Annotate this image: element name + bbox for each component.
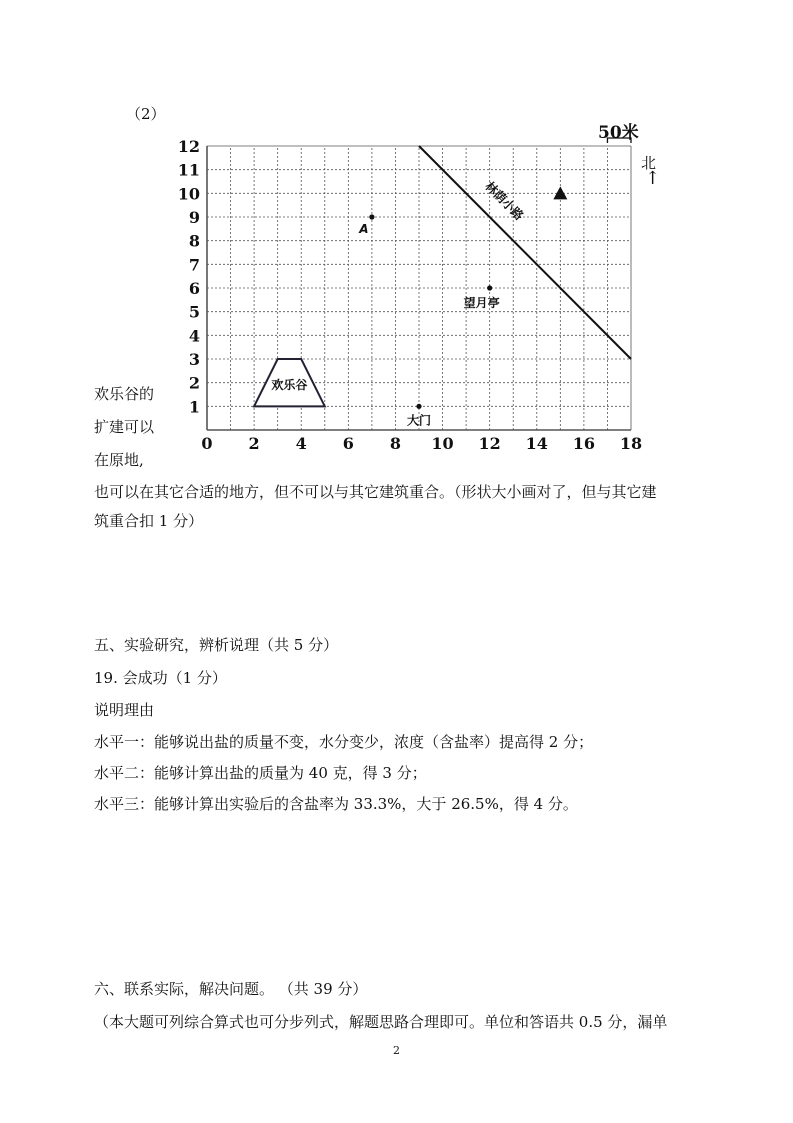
level-1: 水平一：能够说出盐的质量不变，水分变少，浓度（含盐率）提高得 2 分；	[94, 733, 594, 751]
y-tick-label: 11	[177, 160, 200, 180]
axis-labels	[178, 137, 642, 453]
y-tick-label: 10	[177, 184, 200, 204]
level-2: 水平二：能够计算出盐的质量为 40 克，得 3 分；	[94, 764, 427, 782]
map-points	[358, 186, 567, 427]
level-3: 水平三：能够计算出实验后的含盐率为 33.3%，大于 26.5%，得 4 分。	[94, 795, 578, 813]
map-point-label: 大门	[406, 413, 432, 428]
map-point-label: A	[359, 222, 369, 236]
scale-label: 50米	[598, 123, 639, 143]
y-tick-label: 9	[188, 208, 200, 227]
north-arrow-icon: ↑	[645, 168, 661, 189]
question-number: （2）	[126, 105, 166, 123]
y-tick-label: 6	[188, 279, 200, 298]
x-tick-label: 2	[248, 434, 260, 453]
answer-line-3: 在原地,	[94, 451, 144, 469]
section6-note: （本大题可列综合算式也可分步列式，解题思路合理即可。单位和答语共 0.5 分，漏单	[94, 1013, 668, 1031]
x-tick-label: 16	[572, 434, 596, 453]
road-label: 林荫小路	[482, 179, 527, 224]
north-label: 北	[641, 154, 657, 172]
map-point	[369, 214, 374, 219]
section5-heading: 五、实验研究，辨析说理（共 5 分）	[94, 636, 339, 654]
question-19: 19. 会成功（1 分）	[94, 669, 227, 687]
x-tick-label: 14	[525, 434, 548, 453]
map-point	[487, 285, 492, 290]
y-tick-label: 2	[188, 373, 200, 393]
y-tick-label: 7	[188, 255, 200, 275]
x-tick-label: 4	[295, 434, 307, 453]
answer-paragraph-line-2: 筑重合扣 1 分）	[94, 512, 204, 530]
x-tick-label: 10	[431, 434, 454, 453]
answer-line-1: 欢乐谷的	[94, 385, 155, 403]
x-tick-label: 0	[201, 434, 213, 453]
road-line	[419, 146, 631, 359]
page-number: 2	[393, 1044, 400, 1057]
triangle-marker	[553, 186, 567, 199]
y-tick-label: 1	[188, 397, 200, 417]
map-point-label: 望月亭	[463, 296, 500, 310]
answer-line-2: 扩建可以	[94, 418, 155, 436]
x-tick-label: 18	[619, 434, 643, 453]
y-tick-label: 12	[177, 137, 200, 156]
x-tick-label: 6	[342, 434, 354, 453]
road-line	[419, 146, 631, 359]
map-point	[416, 404, 421, 409]
answer-paragraph-line-1: 也可以在其它合适的地方，但不可以与其它建筑重合。（形状大小画对了，但与其它建	[94, 483, 657, 501]
y-tick-label: 4	[188, 326, 200, 346]
trapezoid-label: 欢乐谷	[271, 378, 308, 393]
x-tick-label: 8	[389, 434, 402, 453]
y-tick-label: 8	[188, 231, 200, 251]
coordinate-map	[0, 0, 793, 560]
y-tick-label: 3	[188, 350, 200, 369]
y-tick-label: 5	[188, 302, 200, 322]
reason-heading: 说明理由	[94, 701, 155, 719]
section6-heading: 六、联系实际，解决问题。 （共 39 分）	[94, 980, 368, 998]
x-tick-label: 12	[478, 434, 501, 453]
